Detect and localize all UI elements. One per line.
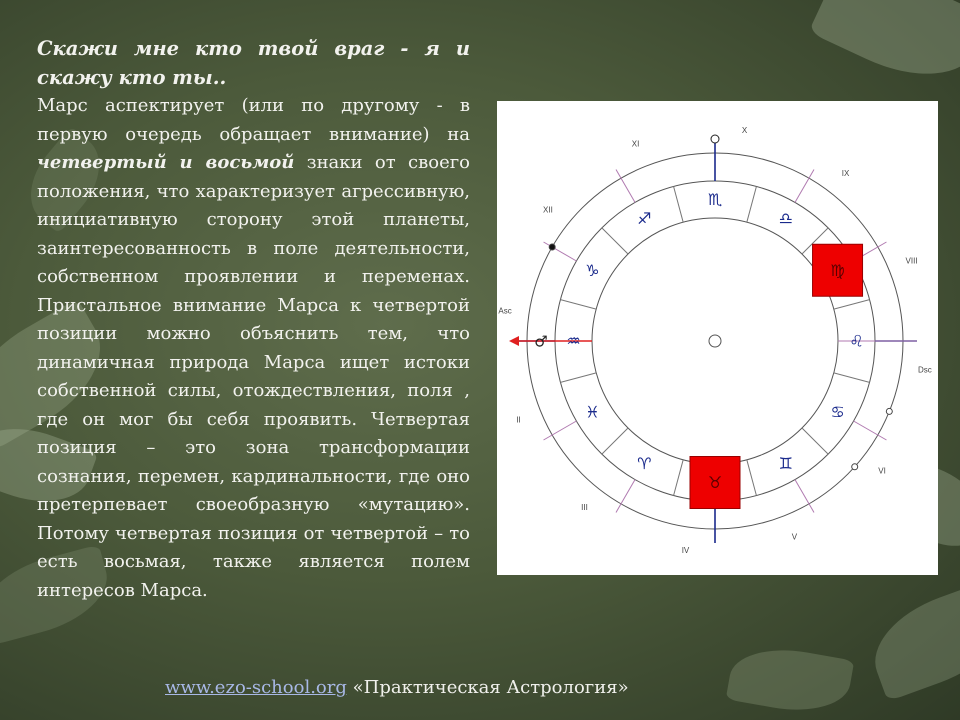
sign-divider xyxy=(834,373,870,383)
house-label: X xyxy=(741,126,748,136)
sign-glyph-virgo: ♍ xyxy=(830,260,845,280)
zodiac-wheel xyxy=(497,101,938,575)
sign-glyph-pisces: ♓ xyxy=(585,402,600,422)
house-label: IV xyxy=(681,546,690,556)
house-cusp-line xyxy=(616,480,635,513)
footer-caption: «Практическая Астрология» xyxy=(352,677,629,698)
house-cusp-line xyxy=(795,170,814,203)
house-label: Asc xyxy=(498,306,512,316)
house-cusp-line xyxy=(616,170,635,203)
paragraph-start: Марс аспектирует (или по другому - в первую очередь обращает внимание) на xyxy=(37,95,470,145)
paragraph-rest: знаки от своего положения, что характеризует агрессивную, инициативную сторону этой планеты, заинтересованность в поле деятельности, собственном проявлении и переменах. Пристальное внимание Марса к четвертой позиции можно объяснить тем, что динамичная природа Марса ищет истоки собственной силы, отождествления, поля , где он мог бы себя проявить. Четвертая позиция – это зона трансформации сознания, перемен, кардинальности, где оно претерпевает своеобразную «мутацию». Потому четвертая позиция от четвертой – то есть восьмая, также является полем интересов Марса. xyxy=(37,152,470,601)
house-cusp-line xyxy=(854,421,887,440)
sign-glyph-aries: ♈ xyxy=(637,454,652,474)
mars-glyph: ♂ xyxy=(534,332,548,351)
sign-glyph-aquarius: ♒ xyxy=(566,331,581,351)
sign-divider xyxy=(560,300,596,310)
sign-glyph-gemini: ♊ xyxy=(778,454,793,474)
house-cusp-line xyxy=(544,242,577,261)
sign-divider xyxy=(674,460,684,496)
house-label: IX xyxy=(841,169,850,179)
sign-glyph-taurus: ♉ xyxy=(707,473,723,492)
mc-marker xyxy=(711,135,719,143)
sign-glyph-libra: ♎ xyxy=(778,208,793,228)
house-label: III xyxy=(581,503,588,513)
sign-divider xyxy=(602,428,628,454)
house-label: XI xyxy=(631,139,640,149)
footer xyxy=(165,677,629,698)
ring-marker xyxy=(886,408,892,414)
asc-arrow xyxy=(509,336,519,346)
sign-divider xyxy=(834,300,870,310)
sign-divider xyxy=(747,186,757,222)
slide-title: Скажи мне кто твой враг - я и скажу кто ты.. xyxy=(37,37,470,89)
footer-link[interactable]: www.ezo-school.org xyxy=(165,677,347,698)
ring-marker xyxy=(852,464,858,470)
house-label: VIII xyxy=(905,256,918,266)
body-paragraph xyxy=(37,92,470,605)
ring-marker xyxy=(549,244,555,250)
sign-glyph-capricorn: ♑ xyxy=(585,260,600,280)
house-label: Dsc xyxy=(918,365,932,375)
center-point xyxy=(709,335,721,347)
sign-glyph-scorpio: ♏ xyxy=(707,190,723,209)
house-label: VI xyxy=(878,466,886,476)
sign-glyph-leo: ♌ xyxy=(849,331,864,351)
text-column xyxy=(37,34,470,605)
house-label: V xyxy=(791,532,798,542)
sign-divider xyxy=(747,460,757,496)
sign-glyph-sagittarius: ♐ xyxy=(637,208,652,228)
sign-divider xyxy=(674,186,684,222)
sign-divider xyxy=(802,428,828,454)
paragraph-emphasis: четвертый и восьмой xyxy=(37,152,295,173)
sign-divider xyxy=(602,228,628,254)
house-cusp-line xyxy=(795,480,814,513)
background-leaf xyxy=(861,578,960,701)
sign-glyph-cancer: ♋ xyxy=(830,402,845,422)
house-label: II xyxy=(516,415,521,425)
house-label: XII xyxy=(543,205,553,215)
sign-divider xyxy=(560,373,596,383)
house-cusp-line xyxy=(544,421,577,440)
background-leaf xyxy=(808,0,960,100)
background-leaf xyxy=(726,640,855,720)
zodiac-chart xyxy=(497,101,938,575)
